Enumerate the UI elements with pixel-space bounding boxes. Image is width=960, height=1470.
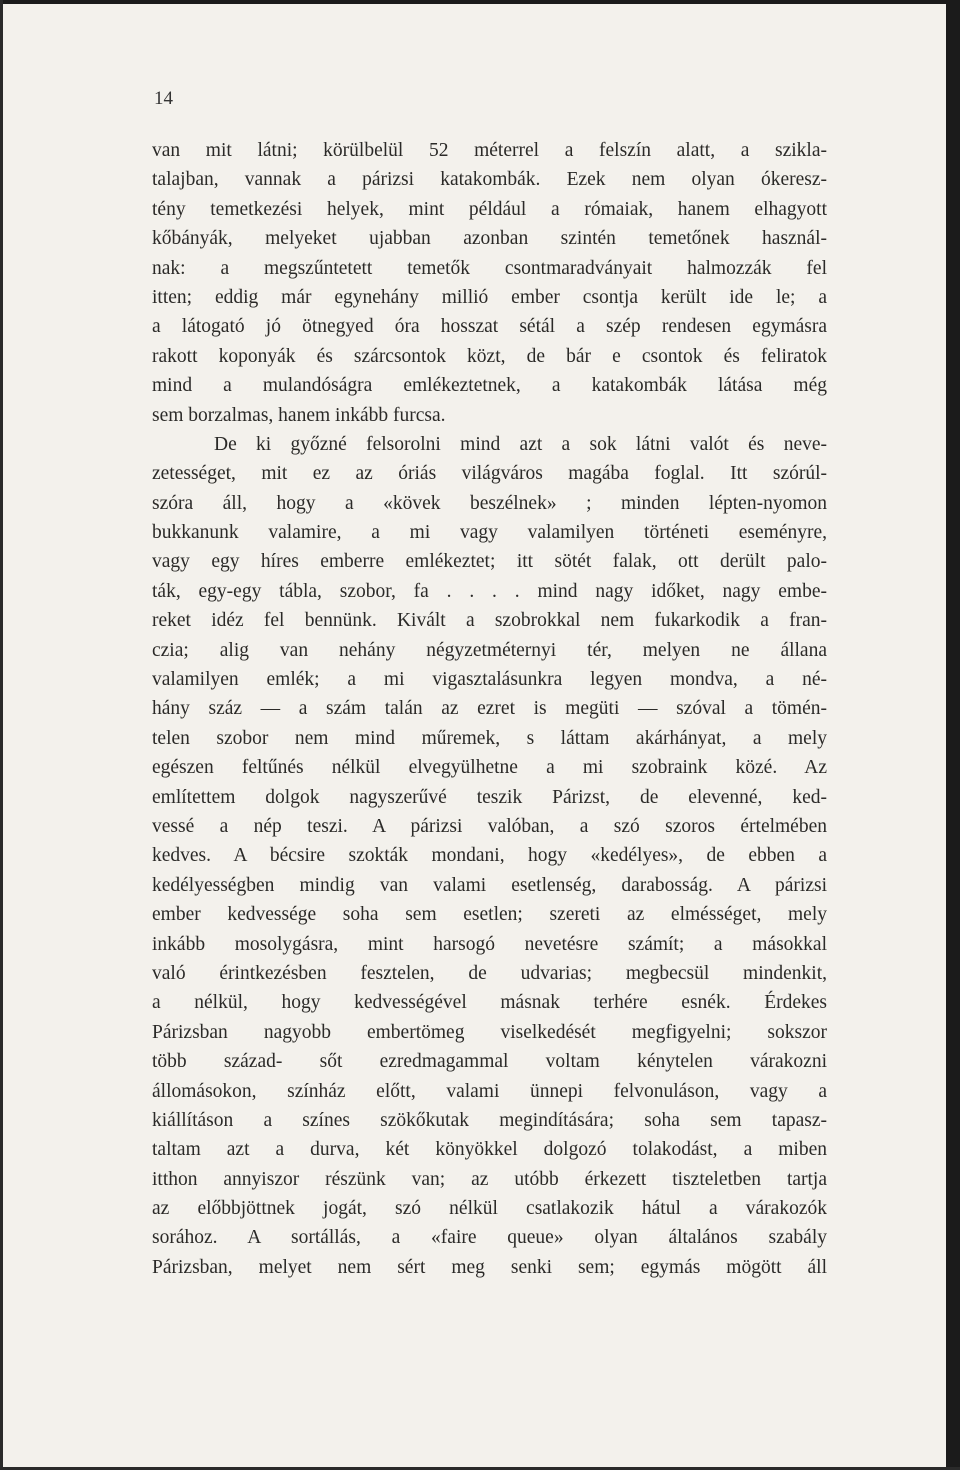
text-line: bukkanunk valamire, a mi vagy valamilyen történeti eseményre, (152, 522, 827, 544)
scan-edge-top (0, 0, 960, 4)
text-line: kőbányák, melyeket ujabban azonban szintén temetőnek használ- (152, 228, 827, 250)
text-line: talajban, vannak a párizsi katakombák. Ezek nem olyan ókeresz- (152, 169, 827, 191)
text-line: kiállításon a színes szökőkutak megindítására; soha sem tapasz- (152, 1109, 827, 1131)
page-number: 14 (154, 88, 173, 109)
text-line: De ki győzné felsorolni mind azt a sok látni valót és neve- (214, 433, 827, 455)
text-line: Párizsban, melyet nem sért meg senki sem; egymás mögött áll (152, 1256, 827, 1278)
text-line: sem borzalmas, hanem inkább furcsa. (152, 404, 446, 426)
text-line: említettem dolgok nagyszerűvé teszik Párizst, de elevenné, ked- (152, 786, 827, 808)
text-line: szóra áll, hogy a «kövek beszélnek» ; minden lépten-nyomon (152, 492, 827, 514)
text-line: valamilyen emlék; a mi vigasztalásunkra legyen mondva, a né- (152, 669, 827, 691)
text-line: mind a mulandóságra emlékeztetnek, a katakombák látása még (152, 375, 827, 397)
text-line: ták, egy-egy tábla, szobor, fa . . . . mind nagy időket, nagy embe- (152, 580, 827, 602)
text-line: egészen feltűnés nélkül elvegyülhetne a mi szobraink közé. Az (152, 757, 827, 779)
text-line: az előbbjöttnek jogát, szó nélkül csatlakozik hátul a várakozók (152, 1198, 827, 1220)
text-line: több század- sőt ezredmagammal voltam kénytelen várakozni (152, 1051, 827, 1073)
text-line: itthon annyiszor részünk van; az utóbb érkezett tiszteletben tartja (152, 1168, 827, 1190)
text-line: rakott koponyák és szárcsontok közt, de bár e csontok és feliratok (152, 345, 827, 367)
text-line: van mit látni; körülbelül 52 méterrel a felszín alatt, a szikla- (152, 140, 827, 161)
text-line: ember kedvessége soha sem esetlen; szereti az elmésséget, mely (152, 904, 827, 926)
text-line: itten; eddig már egynehány millió ember csontja került ide le; a (152, 286, 827, 308)
text-line: vessé a nép teszi. A párizsi valóban, a szó szoros értelmében (152, 815, 827, 837)
text-line: zetességet, mit ez az óriás világváros magába foglal. Itt szórúl- (152, 463, 827, 485)
text-line: a nélkül, hogy kedvességével másnak terhére esnék. Érdekes (152, 992, 827, 1014)
text-line: taltam azt a durva, két könyökkel dolgozó tolakodást, a miben (152, 1139, 827, 1161)
text-line: vagy egy híres emberre emlékeztet; itt sötét falak, ott derült palo- (152, 551, 827, 573)
scan-edge-left (0, 0, 3, 1470)
text-line: hány száz — a szám talán az ezret is megüti — szóval a tömén- (152, 698, 827, 720)
text-line: inkább mosolygásra, mint harsogó nevetésre számít; a másokkal (152, 933, 827, 955)
text-line: czia; alig van nehány négyzetméternyi tér, melyen ne állana (152, 639, 827, 661)
text-line: a látogató jó ötnegyed óra hosszat sétál a szép rendesen egymásra (152, 316, 827, 338)
scan-edge-right (946, 0, 960, 1470)
text-line: telen szobor nem mind műremek, s láttam akárhányat, a mely (152, 727, 827, 749)
text-line: állomásokon, színház előtt, valami ünnepi felvonuláson, vagy a (152, 1080, 827, 1102)
text-line: reket idéz fel bennünk. Kivált a szobrokkal nem fukarkodik a fran- (152, 610, 827, 632)
text-line: tény temetkezési helyek, mint például a rómaiak, hanem elhagyott (152, 198, 827, 220)
text-line: sorához. A sortállás, a «faire queue» olyan általános szabály (152, 1227, 827, 1249)
body-text (152, 136, 827, 1282)
text-line: Párizsban nagyobb embertömeg viselkedését megfigyelni; sokszor (152, 1021, 827, 1043)
text-line: kedves. A bécsire szokták mondani, hogy «kedélyes», de ebben a (152, 845, 827, 867)
text-line: való érintkezésben fesztelen, de udvarias; megbecsül mindenkit, (152, 962, 827, 984)
text-line: kedélyességben mindig van valami esetlenség, darabosság. A párizsi (152, 874, 827, 896)
text-line: nak: a megszűntetett temetők csontmaradványait halmozzák fel (152, 257, 827, 279)
